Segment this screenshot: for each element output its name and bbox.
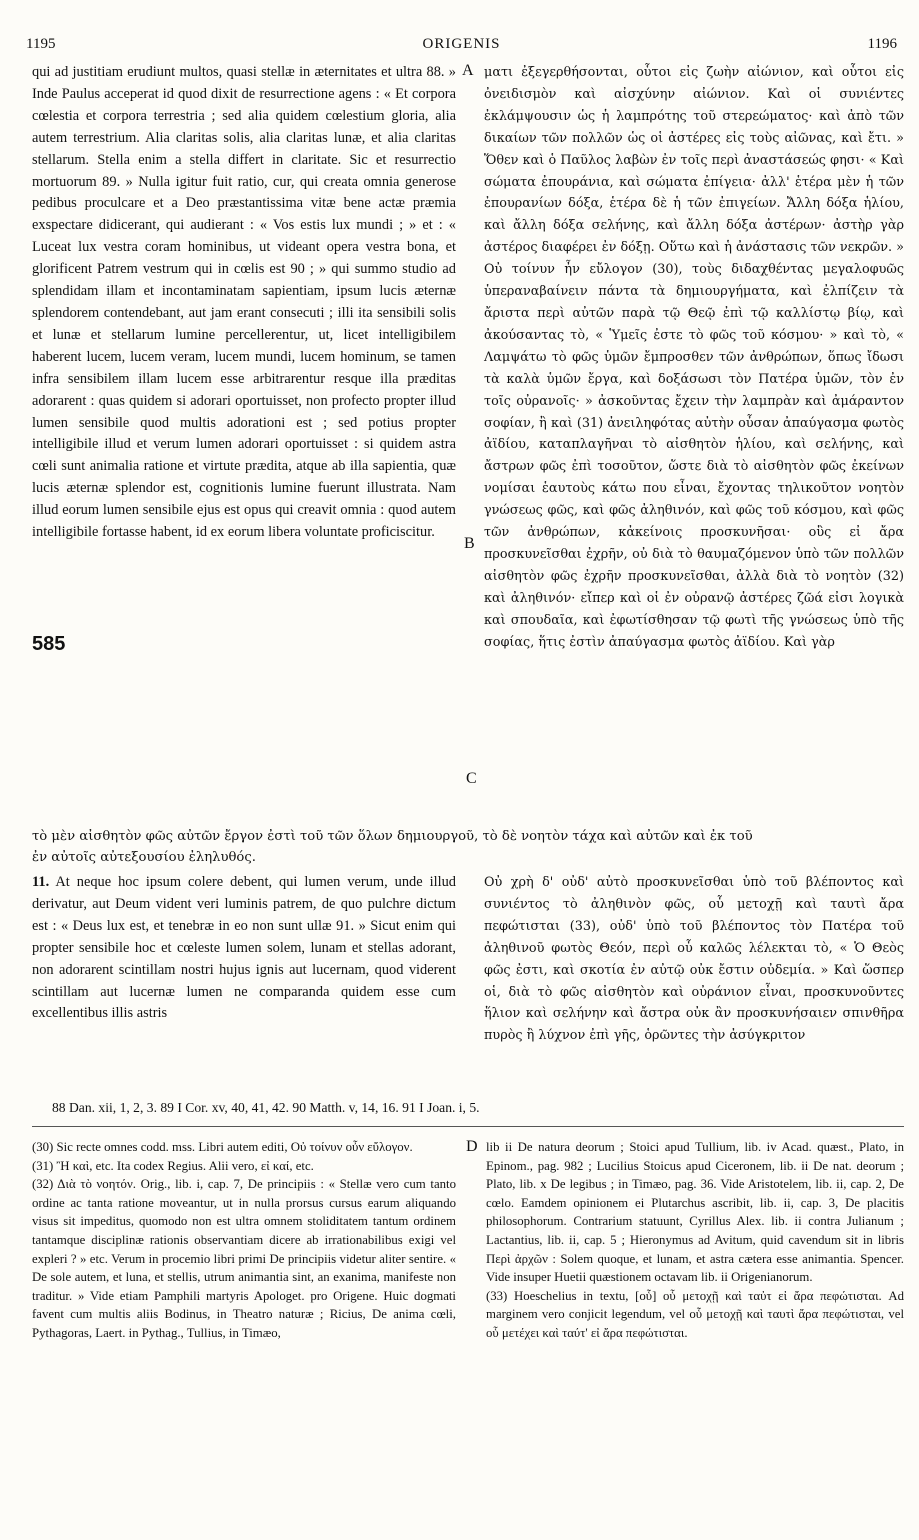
greek-text-bottom: Οὐ χρὴ δ' οὐδ' αὐτὸ προσκυνεῖσθαι ὑπὸ τοῦ βλέποντος καὶ συνιέντος τὸ ἀληθινὸν φῶς, οὗ μετοχῇ καὶ ταυτὶ ἄρα πεφώτισται (33), οὐδ' ὑπὸ τοῦ βλέποντος τὸν Πατέρα τοῦ ἀληθινοῦ φωτὸς Θεόν, περὶ οὗ καλῶς λέλεκται τὸ, « Ὁ Θεὸς φῶς ἐστι, καὶ σκοτία ἐν αὐτῷ οὐκ ἔστιν οὐδεμία. » Καὶ ὥσπερ οἱ, διὰ τὸ φῶς αἰσθητὸν καὶ οὐράνιον εἶναι, προσκυνοῦντες ἥλιον καὶ σελήνην καὶ ἄστρα οὐκ ἂν προσκυνήσαιεν σπινθῆρα πυρὸς ἢ λύχνον ἐπὶ γῆς, ὁρῶντες τὴν ἀσύγκριτον <box>484 875 904 1044</box>
greek-full-line-1: τὸ μὲν αἰσθητὸν φῶς αὐτῶν ἔργον ἐστὶ τοῦ τῶν ὅλων δημιουργοῦ, τὸ δὲ νοητὸν τάχα καὶ αὐτῶν καὶ ἐκ τοῦ <box>32 829 753 844</box>
margin-letter-d: D <box>466 1138 478 1155</box>
greek-column-top <box>484 62 904 653</box>
footnote-31: (31) Ἢ καὶ, etc. Ita codex Regius. Alii vero, εἰ καί, etc. <box>32 1158 314 1173</box>
column-number-right: 1196 <box>867 36 897 52</box>
footnotes-right <box>486 1138 904 1343</box>
section-number: 11. <box>32 874 50 890</box>
margin-letter-b: B <box>464 535 475 552</box>
latin-text-bottom: At neque hoc ipsum colere debent, qui lumen verum, unde illud derivatur, aut Deum vident veri luminis patrem, de quo pulchre dictum est : « Deus lux est, et tenebræ in eo non sunt ullæ 91. » Sicut enim qui propter sensibile hoc et cœleste lumen solem, lunam et stellas adorant, non adorarent scintillam nostri hujus ignis aut lucernam, quod viderent scintillam aut lucernæ lumen ne comparanda quidem esse cum excellentibus illis astris <box>32 874 456 1022</box>
margin-letter-a: A <box>462 62 474 79</box>
footnote-32: (32) Διὰ τὸ νοητόν. Orig., lib. i, cap. 7, De principiis : « Stellæ vero cum tanto ordine ac tanta ratione moveantur, ut in nulla prorsus cursus earum aliquando visus sit impeditus, quomodo non est ultra omnem stoliditatem tantum ordinem tantamque disciplinæ rationis observantiam dicere ab irrationabilibus exigi vel expleri ? » etc. Verum in procemio libri primi De principiis videtur aliter sentire. « De sole autem, et luna, et stellis, utrum animantia sint, an exanima, manifeste non traditur. » Vide etiam Pamphili martyris Apologet. pro Origene. Huic dogmati favent cum multis aliis Bodinus, in Theatro naturæ ; Ricius, De anima cœli, Pythagoras, Laert. in Pythag., Tullius, in Timæo, <box>32 1177 456 1340</box>
latin-column-bottom <box>32 872 456 1025</box>
scripture-references: 88 Dan. xii, 1, 2, 3. 89 I Cor. xv, 40, 41, 42. 90 Matth. v, 14, 16. 91 I Joan. i, 5. <box>52 1100 480 1115</box>
migne-page-number: 585 <box>32 633 66 655</box>
latin-text-top: qui ad justitiam erudiunt multos, quasi stellæ in æternitates et ultra 88. » Inde Paulus acceperat id quod dixit de resurrectione agens : « Et corpora cœlestia et corpora terrestria ; sed alia quidem cœlestium gloria, alia autem terrestrium. Alia claritas solis, alia claritas lunæ, et alia claritas stellarum. Stella enim a stella differt in claritate. Sic et resurrectio mortuorum 89. » Nulla igitur fuit ratio, cur, qui creata omnia generose pedibus proculcare et a Deo præstantissima vitæ bene actæ præmia exspectare didicerant, qui audierant : « Vos estis lux mundi ; » et : « Luceat lux vestra coram hominibus, ut videant opera vestra bona, et glorificent Patrem vestrum qui in cœlis est 90 ; » qui summo studio ad splendidam illam et incontaminatam sapientiam, ipsum lucis æternæ splendorem contendebant, aut jam erant consecuti ; illi ita sensibili solis et lunæ et stellarum lumine percellerentur, ut, licet intelligibilem haberent lucem, lucem veram, lucem mundi, lucem hominum, se tamen infra sensibilem illam lucem esse arbitrarentur resque illa præditas adorarent : quas quidem si adorari oportuisset, non profecto propter illud lumen sensibile quod multis adorationi est ; sed potius propter intelligibile illud et verum lumen adorari oportuisset : si quidem astra cœli sunt animalia ratione et virtute prædita, atque ab illa sapientia, quæ lucis æternæ splendor est, cognitionis lumine fuerunt illustrata. Nam illud eorum lumen sensibile ejus est opus qui creavit omnia : quod autem intelligibile fortasse habent, id ex eorum libera voluntate proficiscitur. <box>32 64 456 541</box>
footnote-32-continued: lib ii De natura deorum ; Stoici apud Tullium, lib. iv Acad. quæst., Plato, in Epinom., pag. 982 ; Lucilius Stoicus apud Ciceronem, lib. ii De nat. deorum ; Plato, lib. x De legibus ; in Timæo, pag. 36. Vide Aristotelem, lib. ii, cap. 2, De cœlo. Eamdem opinionem ei Plutarchus ascribit, lib. ii, cap. 3, De placitis philosophorum. Contrarium statuunt, Cyrillus Alex. lib. ii contra Julianum ; Lactantius, lib. ii, cap. 5 ; Hieronymus ad Avitum, quid cavendum sit in libris Περὶ ἀρχῶν : Solem quoque, et lunam, et astra cætera esse animantia. Spencer. Vide insuper Huetii quæstionem octavam lib. ii Origenianorum. <box>486 1140 904 1285</box>
greek-text-top: ματι ἐξεγερθήσονται, οὗτοι εἰς ζωὴν αἰώνιον, καὶ οὗτοι εἰς ὀνειδισμὸν καὶ αἰσχύνην αἰώνιον. Καὶ οἱ συνιέντες ἐκλάμψουσιν ὡς ἡ λαμπρότης τοῦ στερεώματος· καὶ ἀπὸ τῶν δικαίων τῶν πολλῶν ὡς οἱ ἀστέρες εἰς τοὺς αἰῶνας, καὶ ἔτι. » Ὅθεν καὶ ὁ Παῦλος λαβὼν ἐν τοῖς περὶ ἀναστάσεώς φησι· « Καὶ σώματα ἐπουράνια, καὶ σώματα ἐπίγεια· ἀλλ' ἑτέρα μὲν ἡ τῶν ἐπουρανίων δόξα, ἑτέρα δὲ ἡ τῶν ἐπιγείων. Ἄλλη δόξα ἡλίου, καὶ ἄλλη δόξα σελήνης, καὶ ἄλλη δόξα ἀστέρων· ἀστὴρ γὰρ ἀστέρος διαφέρει ἐν δόξῃ. Οὕτω καὶ ἡ ἀνάστασις τῶν νεκρῶν. » Οὐ τοίνυν ἦν εὔλογον (30), τοὺς διδαχθέντας μεγαλοφυῶς ὑπεραναβαίνειν πάντα τὰ δημιουργήματα, καὶ ἐλπίζειν τὰ ἄριστα περὶ αὐτῶν παρὰ τῷ Θεῷ ἐπὶ τῷ καλλίστῳ βίῳ, καὶ ἀκούσαντας τὸ, « Ὑμεῖς ἐστε τὸ φῶς τοῦ κόσμου· » καὶ τὸ, « Λαμψάτω τὸ φῶς ὑμῶν ἔμπροσθεν τῶν ἀνθρώπων, ὅπως ἴδωσι τὰ καλὰ ὑμῶν ἔργα, καὶ δοξάσωσι τὸν Πατέρα ὑμῶν, τὸν ἐν τοῖς οὐρανοῖς· » ἀσκοῦντας ἔχειν τὴν λαμπρὰν καὶ ἀμάραντον σοφίαν, ἢ καὶ (31) ἀνειληφότας αὐτὴν οὖσαν ἀπαύγασμα φωτὸς ἀϊδίου, καταπλαγῆναι τὸ αἰσθητὸν ἡλίου, καὶ σελήνης, καὶ ἄστρων φῶς ἐπὶ τοσοῦτον, ὥστε διὰ τὸ αἰσθητὸν φῶς ἐκείνων νομίσαι ἑαυτοὺς κάτω που εἶναι, ἔχοντας τηλικοῦτον νοητὸν γνώσεως φῶς, καὶ φῶς ἀληθινόν, καὶ φῶς τοῦ κόσμου, καὶ φῶς τῶν ἀνθρώπων, κἀκείνοις προσκυνῆσαι· οὓς εἰ ἄρα προσκυνεῖσθαι ἐχρῆν, οὐ διὰ τὸ θαυμαζόμενον ὑπὸ τῶν πολλῶν αἰσθητὸν φῶς ἐχρῆν προσκυνεῖσθαι, ἀλλὰ διὰ τὸ νοητὸν (32) καὶ ἀληθινόν· εἴπερ καὶ οἱ ἐν οὐρανῷ ἀστέρες ζῶά εἰσι λογικὰ καὶ σπουδαῖα, καὶ ἐφωτίσθησαν τῷ φωτὶ τῆς γνώσεως ὑπὸ τῆς σοφίας, ἥτις ἐστὶν ἀπαύγασμα φωτὸς ἀϊδίου. Καὶ γὰρ <box>484 65 905 650</box>
footnote-30: (30) Sic recte omnes codd. mss. Libri autem editi, Οὐ τοίνυν οὖν εὔλογον. <box>32 1140 413 1154</box>
latin-section-11 <box>32 872 456 1025</box>
column-number-left: 1195 <box>26 36 56 52</box>
running-title: ORIGENIS <box>422 36 501 52</box>
greek-column-bottom <box>484 872 904 1047</box>
greek-full-width-lines <box>32 826 904 868</box>
running-header <box>26 36 897 58</box>
footnotes-left <box>32 1138 456 1343</box>
footnote-divider <box>32 1126 904 1127</box>
footnote-33: (33) Hoeschelius in textu, [οὗ] οὗ μετοχῇ καὶ ταὐτ εἰ ἄρα πεφώτισται. Ad marginem vero conjicit legendum, vel οὗ μετοχῇ καὶ ταυτὶ ἄρα πεφώτισται, vel οὗ μετέχει καὶ ταύτ' εἰ ἄρα πεφώτισται. <box>486 1288 904 1340</box>
margin-letter-c: C <box>466 770 477 787</box>
latin-column-top <box>32 62 456 544</box>
greek-full-line-2: ἐν αὐτοῖς αὐτεξουσίου ἐληλυθός. <box>32 850 256 865</box>
